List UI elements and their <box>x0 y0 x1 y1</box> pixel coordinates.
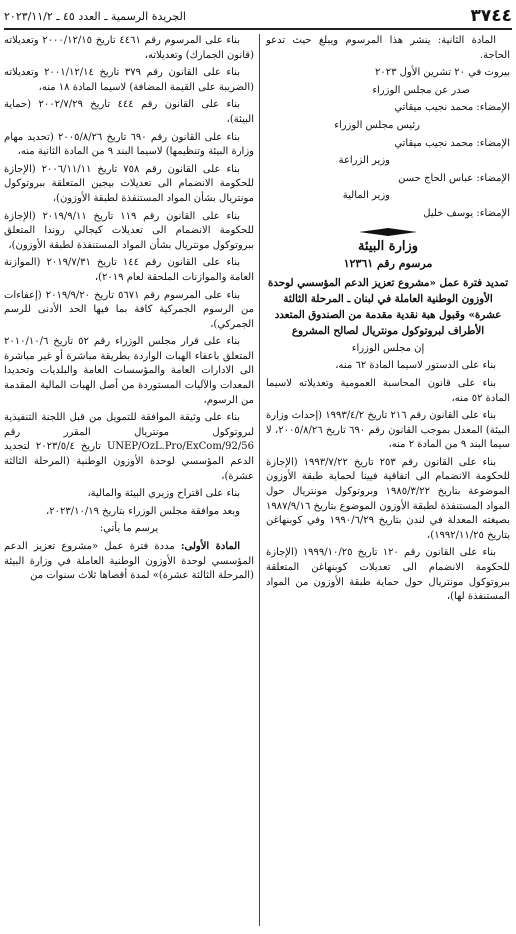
signature-3: الإمضاء: عباس الحاج حسن <box>398 172 510 184</box>
article-one <box>4 540 254 584</box>
recital: بناء على وثيقة الموافقة للتمويل من قبل اللجنة التنفيذية لبروتوكول مونتريال المقرر رقم UNEP/OzL.Pro/ExCom/92/56 تاريخ ٢٠٢٣/٥/٤ لتجديد الدعم المؤسسي لوحدة الأوزون الوطنية (المرحلة الثالثة عشرة)، <box>4 412 254 482</box>
right-column <box>266 34 510 608</box>
recital: بناء على قانون المحاسبة العمومية وتعديلاته لاسيما المادة ٥٢ منه، <box>266 377 510 404</box>
recital: بناء على القانون رقم ١٢٠ تاريخ ١٩٩٩/١٠/٢٥ (الإجازة للحكومة الانضمام الى تعديلات كوبنهاغن المتعلقة ببروتوكول مونتريال حول حماية طبقة الأوزون من المواد المستنفذة لها)، <box>266 547 510 603</box>
agriculture-minister: وزير الزراعة <box>338 155 390 167</box>
recital: بناء على المرسوم رقم ٤٤٦١ تاريخ ٢٠٠٠/١٢/١٥ وتعديلاته (قانون الجمارك) وتعديلاته، <box>4 35 254 61</box>
recital: بناء على الدستور لاسيما المادة ٦٢ منه، <box>335 360 496 372</box>
decrees-line: يرسم ما يأتي: <box>99 523 159 535</box>
recital: بناء على اقتراح وزيري البيئة والمالية، <box>87 488 240 500</box>
council-line: إن مجلس الوزراء <box>351 342 425 354</box>
column-divider <box>259 34 260 926</box>
signature-1: الإمضاء: محمد نجيب ميقاتي <box>394 102 510 114</box>
recital: بناء على القانون رقم ٦٩٠ تاريخ ٢٠٠٥/٨/٢٦ (تحديد مهام وزارة البيئة وتنظيمها) لاسيما البند ٩ من المادة الثانية منه، <box>4 131 254 158</box>
recital: بناء على القانون رقم ٢١٦ تاريخ ١٩٩٣/٤/٢ (إحداث وزارة البيئة) المعدل بموجب القانون رقم ٦٩٠ تاريخ ٢٠٠٥/٨/٢٦، لا سيما البند ٩ من المادة ٢ منه، <box>266 410 510 451</box>
page-header <box>4 4 512 30</box>
recital: بناء على القانون رقم ١٤٤ تاريخ ٢٠١٩/٧/٣١ (الموازنة العامة والموازنات الملحقة لعام ٢٠١٩)، <box>4 257 254 283</box>
page-number: ٣٧٤٤ <box>470 6 512 26</box>
pm-title: رئيس مجلس الوزراء <box>334 119 420 131</box>
recital: وبعد موافقة مجلس الوزراء بتاريخ ٢٠٢٣/١٠/١٩، <box>46 505 240 517</box>
place-date: بيروت في ٢٠ تشرين الأول ٢٠٢٣ <box>374 67 510 79</box>
signature-2: الإمضاء: محمد نجيب ميقاتي <box>394 137 510 149</box>
recital: بناء على القانون رقم ٢٥٣ تاريخ ١٩٩٣/٧/٢٢ (الإجازة للحكومة الانضمام الى اتفاقية فيينا لحماية طبقة الأوزون الموضوعة بتاريخ ١٩٨٥/٣/٢٢ وبروتوكول مونتريال حول المواد المستنفذة لطبقة الأوزون الموضوع بتاريخ ١٩٨٧/٩/١٦ بصيغته المعدلة في لندن بتاريخ ١٩٩٠/٦/٢٩ وفي كوبنهاغن بتاريخ ١٩٩٢/١١/٢٥)، <box>266 456 511 541</box>
recital: بناء على القانون رقم ٧٥٨ تاريخ ٢٠٠٦/١١/١١ (الإجازة للحكومة الانضمام الى تعديلات بيجين المتعلقة ببروتوكول مونتريال بشأن المواد المستنفذة لطبقة الأوزون)، <box>4 163 254 204</box>
signature-4: الإمضاء: يوسف خليل <box>423 207 510 219</box>
separator-ornament <box>359 228 417 236</box>
decree-title: تمديد فترة عمل «مشروع تعزيز الدعم المؤسسي لوحدة الأوزون الوطنية العاملة في لبنان ـ المرحلة الثالثة عشرة» وقبول هبة نقدية مقدمة من الصندوق المتعدد الأطراف لبروتوكول مونتريال لصالح المشروع <box>267 276 509 337</box>
decree-number: مرسوم رقم ١٢٣٦١ <box>343 257 433 271</box>
left-column <box>4 34 254 587</box>
recital: بناء على القانون رقم ١١٩ تاريخ ٢٠١٩/٩/١١ (الإجازة للحكومة الانضمام الى تعديلات كيجالي روندا المتعلق ببروتوكول مونتريال بشأن المواد المستنفذة لطبقة الأوزون)، <box>4 210 254 251</box>
recital: بناء على القانون رقم ٣٧٩ تاريخ ٢٠٠١/١٢/١٤ وتعديلاته (الضريبة على القيمة المضافة) لاسيما المادة ١٨ منه، <box>4 67 254 93</box>
article-two: المادة الثانية: ينشر هذا المرسوم ويبلغ حيث تدعو الحاجة. <box>266 35 510 61</box>
issued-by: صدر عن مجلس الوزراء <box>372 84 470 96</box>
article-one-label: المادة الأولى: <box>180 541 240 552</box>
finance-minister: وزير المالية <box>342 190 390 202</box>
ministry-heading: وزارة البيئة <box>357 238 419 254</box>
recital: بناء على المرسوم رقم ٥٦٧١ تاريخ ٢٠١٩/٩/٢٠ (إعفاءات من الرسوم الجمركية كافة بما فيها الحد الأدنى للرسم الجمركي)، <box>4 289 254 330</box>
recital: بناء على القانون رقم ٤٤٤ تاريخ ٢٠٠٢/٧/٢٩ (حماية البيئة)، <box>4 99 254 125</box>
gazette-title: الجريدة الرسمية ـ العدد ٤٥ ـ ٢٠٢٣/١١/٢ <box>4 9 186 23</box>
recital: بناء على قرار مجلس الوزراء رقم ٥٢ تاريخ ٢٠١٠/١٠/٦ المتعلق باعفاء الهبات الواردة بطريقة مباشرة أو غير مباشرة الى الادارات العامة والمؤسسات العامة والبلديات وتحديدا المعدات والآليات المستوردة من أصل الهبات المالية المقدمة من الرسوم، <box>4 336 254 406</box>
article-one-text: مددة فترة عمل «مشروع تعزيز الدعم المؤسسي لوحدة الأوزون الوطنية العاملة في وزارة البيئة (المرحلة الثالثة عشرة)» لمدة أقصاها ثلاث سنوات من <box>4 541 254 582</box>
